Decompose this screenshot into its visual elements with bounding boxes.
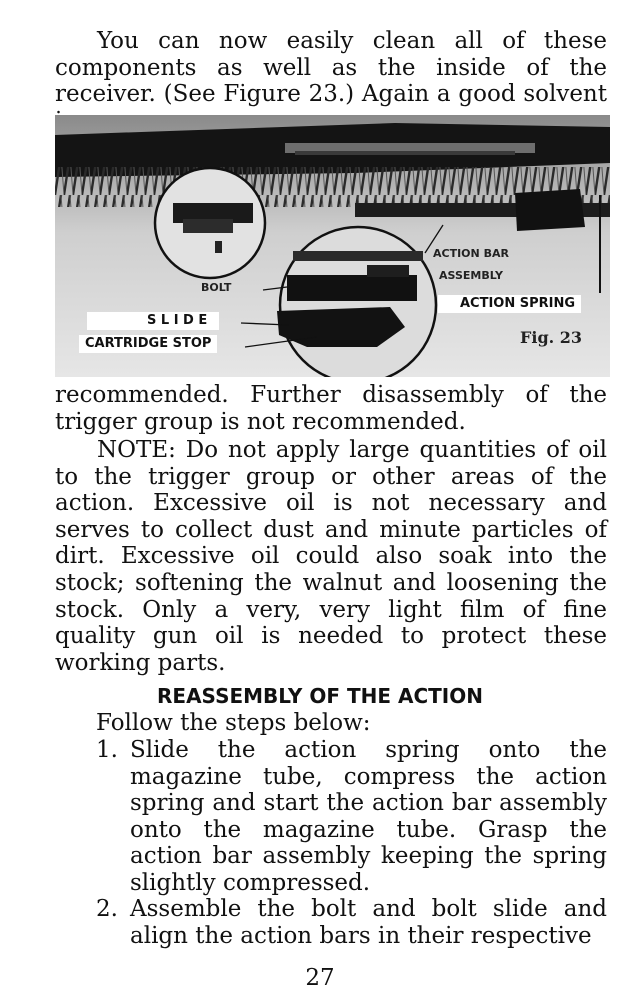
paragraph-note: NOTE: Do not apply large quantities of oil to the trigger group or other areas of the action. Excessive oil is not necessary and serves to collect dust and minute particles of dirt. Excessive oil could also soak into the stock; softening the walnut and loosening the stock. Only a very, very light film of fine quality gun oil is needed to protect these working parts. xyxy=(55,437,607,676)
detail-circle-large xyxy=(280,227,436,377)
label-action-bar-line1: ACTION BAR xyxy=(433,247,509,260)
step-item xyxy=(96,896,607,949)
step-text: Slide the action spring onto the magazine tube, compress the action spring and start the action bar assembly onto the magazine tube. Grasp the action bar assembly keeping the spring slightly compressed. xyxy=(130,737,607,896)
step-item xyxy=(96,737,607,897)
label-action-spring: ACTION SPRING xyxy=(438,295,581,313)
label-slide: S L I D E xyxy=(87,312,219,330)
step-text: Assemble the bolt and bolt slide and align the action bars in their respective xyxy=(130,896,607,949)
section-heading: REASSEMBLY OF THE ACTION xyxy=(157,684,483,708)
step-number: 2. xyxy=(96,896,118,922)
label-action-bar-line2: ASSEMBLY xyxy=(439,269,503,282)
figure-23-photo xyxy=(55,115,610,377)
figure-caption: Fig. 23 xyxy=(520,328,583,347)
step-number: 1. xyxy=(96,737,118,763)
steps-intro: Follow the steps below: xyxy=(96,710,371,736)
label-bolt: BOLT xyxy=(201,281,232,294)
paragraph-intro: You can now easily clean all of these components as well as the inside of the receiver. (See Figure 23.) Again a good solvent xyxy=(55,28,607,108)
label-cartridge-stop: CARTRIDGE STOP xyxy=(79,335,217,353)
page-number: 27 xyxy=(305,965,335,991)
paragraph-recommended: recommended. Further disassembly of the trigger group is not recommended. xyxy=(55,382,607,435)
